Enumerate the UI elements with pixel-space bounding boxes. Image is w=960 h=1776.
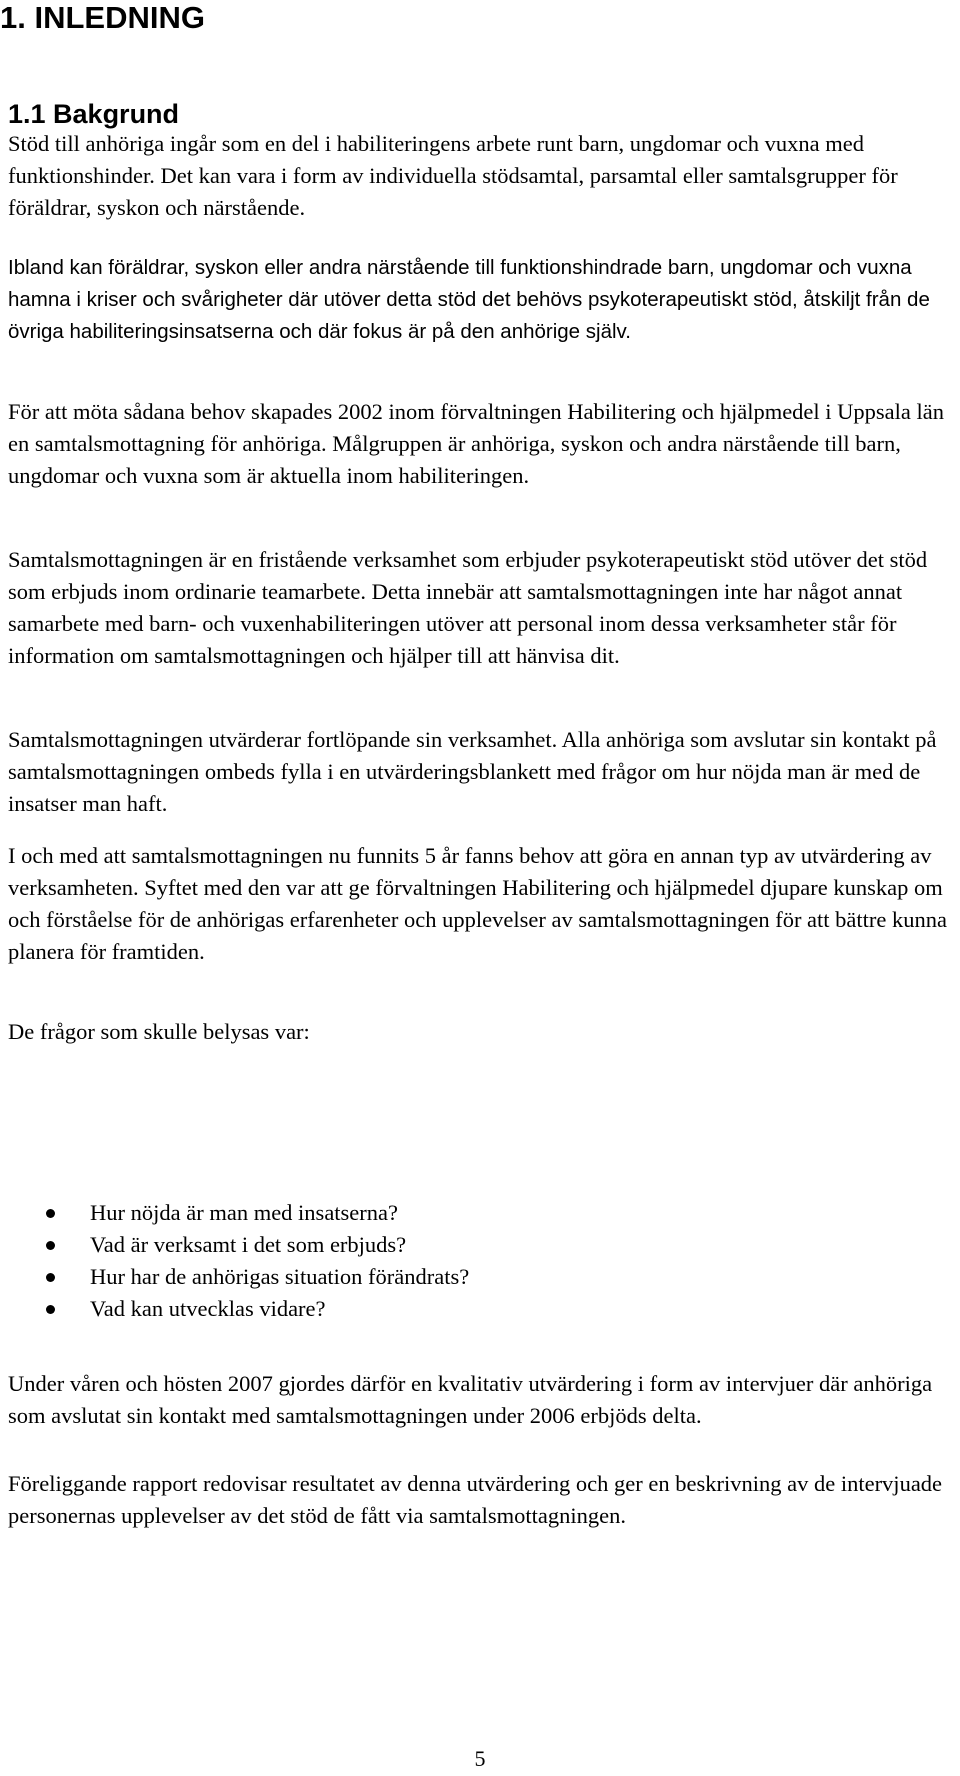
paragraph-independent: Samtalsmottagningen är en fristående verksamhet som erbjuder psykoterapeutiskt stöd utöver det stöd som erbjuds inom ordinarie teamarbete. Detta innebär att samtalsmottagningen inte har något annat samarbete med barn- och vuxenhabiliteringen utöver att personal inom dessa verksamheter står för information om samtalsmottagningen och hjälper till att hänvisa dit. [8, 547, 928, 668]
paragraph-evaluation: Samtalsmottagningen utvärderar fortlöpande sin verksamhet. Alla anhöriga som avslutar sin kontakt på samtalsmottagningen ombeds fylla i en utvärderingsblankett med frågor om hur nöjda man är med de insatser man haft. [8, 727, 937, 816]
list-item: Vad kan utvecklas vidare? [8, 1293, 469, 1325]
paragraph-report: Föreliggande rapport redovisar resultatet av denna utvärdering och ger en beskrivning av de intervjuade personernas upplevelser av det stöd de fått via samtalsmottagningen. [8, 1471, 943, 1528]
bullet-icon [46, 1273, 55, 1282]
section-heading: 1.1 Bakgrund [8, 99, 180, 129]
paragraph-questions-intro: De frågor som skulle belysas var: [8, 1019, 310, 1044]
list-item: Hur har de anhörigas situation förändrats? [8, 1261, 469, 1293]
paragraph-intro: Stöd till anhöriga ingår som en del i habiliteringens arbete runt barn, ungdomar och vuxna med funktionshinder. Det kan vara i form av individuella stödsamtal, parsamtal eller samtalsgrupper för föräldrar, syskon och närstående. [8, 131, 898, 220]
question-list [8, 1197, 469, 1325]
chapter-heading: 1. INLEDNING [0, 0, 205, 35]
paragraph-founding: För att möta sådana behov skapades 2002 inom förvaltningen Habilitering och hjälpmedel i Uppsala län en samtalsmottagning för anhöriga. Målgruppen är anhöriga, syskon och andra närstående till barn, ungdomar och vuxna som är aktuella inom habiliteringen. [8, 399, 945, 488]
bullet-icon [46, 1305, 55, 1314]
bullet-icon [46, 1209, 55, 1218]
paragraph-method: Under våren och hösten 2007 gjordes därför en kvalitativ utvärdering i form av intervjuer där anhöriga som avslutat sin kontakt med samtalsmottagningen under 2006 erbjöds delta. [8, 1371, 933, 1428]
list-item: Hur nöjda är man med insatserna? [8, 1197, 469, 1229]
bullet-icon [46, 1241, 55, 1250]
paragraph-purpose: I och med att samtalsmottagningen nu funnits 5 år fanns behov att göra en annan typ av utvärdering av verksamheten. Syftet med den var att ge förvaltningen Habilitering och hjälpmedel djupare kunskap om och förståelse för de anhörigas erfarenheter och upplevelser av samtalsmottagningen för att bättre kunna planera för framtiden. [8, 843, 948, 964]
page-number: 5 [474, 1746, 486, 1771]
paragraph-crisis: Ibland kan föräldrar, syskon eller andra närstående till funktionshindrade barn, ungdomar och vuxna hamna i kriser och svårigheter där utöver detta stöd det behövs psykoterapeutiskt stöd, åtskiljt från de övriga habiliteringsinsatserna och där fokus är på den anhörige själv. [8, 256, 930, 343]
list-item: Vad är verksamt i det som erbjuds? [8, 1229, 469, 1261]
